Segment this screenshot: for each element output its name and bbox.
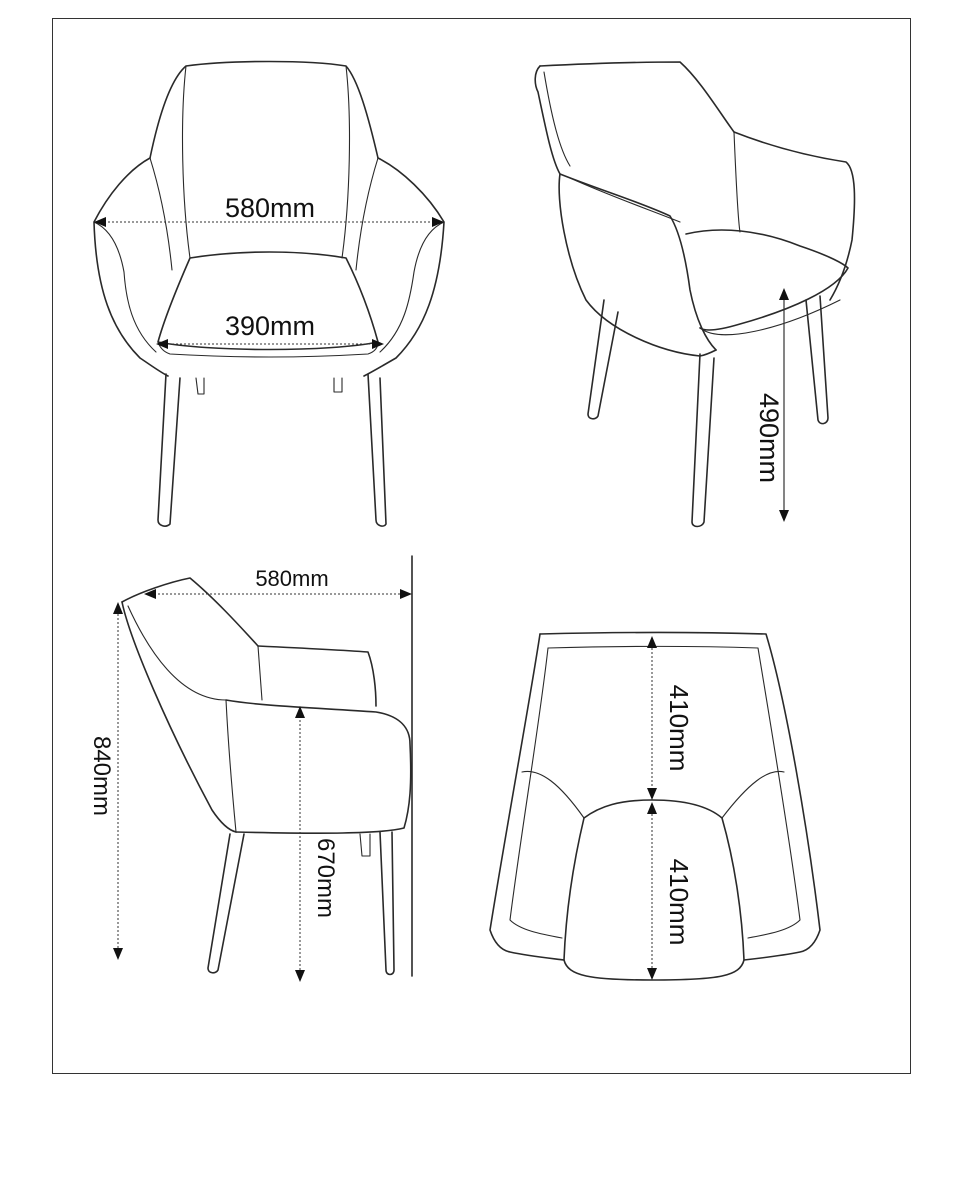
top-seat-depth-label: 410mm <box>664 858 694 946</box>
front-seat-width-label: 390mm <box>224 311 316 341</box>
front-width-label: 580mm <box>224 193 316 223</box>
side-total-height-label: 840mm <box>88 735 115 817</box>
front-view <box>94 62 444 527</box>
perspective-seat-height-label: 490mm <box>754 392 784 484</box>
side-depth-label: 580mm <box>255 566 329 591</box>
side-arm-height-label: 670mm <box>312 837 339 919</box>
side-view <box>88 556 412 982</box>
top-view <box>490 633 820 981</box>
top-back-depth-label: 410mm <box>664 684 694 772</box>
perspective-view <box>535 62 854 527</box>
